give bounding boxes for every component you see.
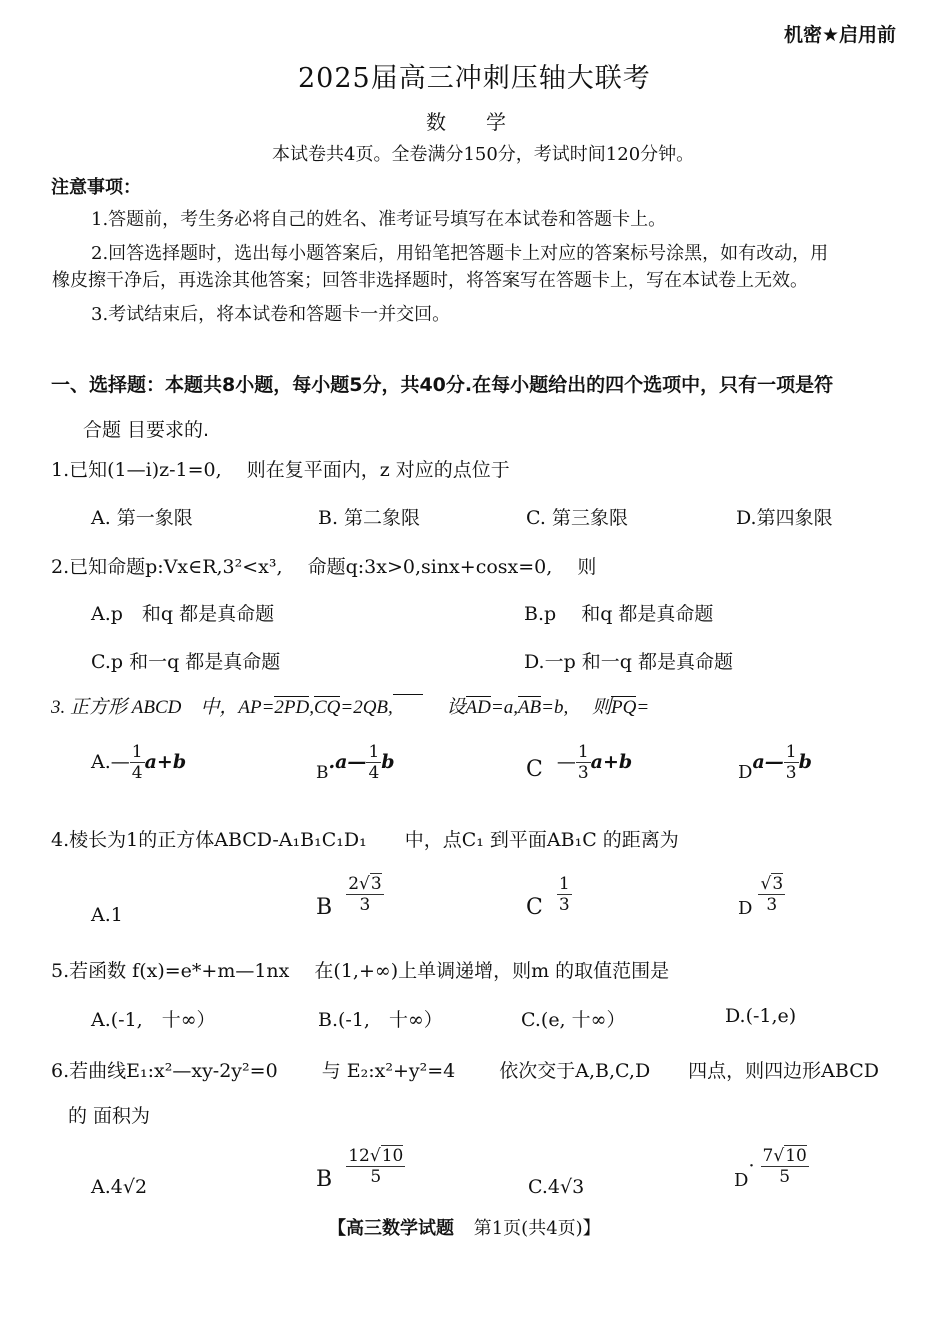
- fraction: [130, 744, 145, 782]
- radicand: 3: [772, 874, 784, 894]
- notice-item-2-line-2: 橡皮擦干净后，再选涂其他答案；回答非选择题时，将答案写在答题卡上，写在本试卷上无效。: [52, 270, 808, 291]
- q4-option-b: [316, 874, 384, 920]
- radicand: 3: [370, 874, 382, 894]
- q2-option-b: B.p 和q 都是真命题: [524, 603, 714, 625]
- option-label: B: [316, 763, 329, 783]
- vector-2pd: 2PD: [274, 697, 310, 718]
- q6-option-a: A.4√2: [91, 1176, 148, 1198]
- option-tail: a+b: [144, 751, 187, 773]
- q3-sep: ,: [309, 697, 314, 718]
- fraction-denominator: 4: [368, 763, 380, 783]
- radicand: 10: [785, 1146, 807, 1166]
- fraction-numerator: 1: [577, 742, 589, 762]
- option-label: D: [734, 1170, 749, 1191]
- q4-option-c: [526, 874, 572, 920]
- confidential-mark: 机密★启用前: [784, 24, 897, 46]
- vector-ab: AB: [517, 697, 542, 718]
- option-pre: .a—: [328, 751, 367, 773]
- q6-option-b: [316, 1146, 405, 1192]
- option-tail: b: [381, 751, 395, 773]
- fraction-denominator: 3: [359, 895, 371, 915]
- option-label: C: [526, 757, 543, 782]
- fraction-numerator: 1: [558, 874, 570, 894]
- exam-info: 本试卷共4页。全卷满分150分，考试时间120分钟。: [272, 144, 695, 165]
- fraction-denominator: 5: [370, 1167, 382, 1187]
- q4-stem: 4.棱长为1的正方体ABCD-A₁B₁C₁D₁ 中，点C₁ 到平面AB₁C 的距离为: [51, 829, 679, 851]
- fraction: [366, 744, 381, 782]
- q5-option-c: C.(e, 十∞）: [521, 1009, 626, 1031]
- fraction-denominator: 5: [779, 1167, 791, 1187]
- section-heading-line-1: 一、选择题：本题共8小题，每小题5分，共40分.在每小题给出的四个选项中，只有一项是符: [51, 374, 834, 396]
- q1-stem: 1.已知(1—i)z-1=0, 则在复平面内，z 对应的点位于: [51, 459, 510, 481]
- fraction: $\frac{7√10}{5}$: [762, 1146, 807, 1187]
- vector-pq: PQ: [611, 697, 637, 718]
- q2-stem: 2.已知命题p:Vx∈R,3²<x³, 命题q:3x>0,sinx+cosx=0, 则: [51, 556, 597, 578]
- fraction-denominator: 4: [131, 763, 143, 783]
- fraction-denominator: 3: [577, 763, 589, 783]
- footer-title: 【高三数学试题: [328, 1218, 454, 1239]
- q2-option-a: A.p 和q 都是真命题: [91, 603, 275, 625]
- fraction-denominator: 3: [766, 895, 778, 915]
- q3-option-b: [316, 744, 395, 782]
- option-label: D: [738, 898, 753, 919]
- q3-option-d: [738, 744, 812, 782]
- notice-item-2-line-1: 2.回答选择题时，选出每小题答案后，用铅笔把答题卡上对应的答案标号涂黑，如有改动，用: [91, 243, 829, 264]
- fraction-numerator: 1: [785, 742, 797, 762]
- q3-ab-eq: =b, 则: [541, 697, 611, 718]
- q5-option-a: A.(-1, 十∞）: [91, 1009, 216, 1031]
- fraction-coefficient: 12: [348, 1146, 370, 1166]
- q1-option-b: B. 第二象限: [318, 507, 421, 529]
- radicand: 10: [381, 1146, 404, 1166]
- option-tail: b: [798, 751, 812, 773]
- notice-heading: 注意事项：: [51, 177, 141, 198]
- fraction-numerator: 1: [368, 742, 380, 762]
- fraction-coefficient: 7: [762, 1146, 774, 1166]
- fraction: [576, 744, 591, 782]
- fraction: [784, 744, 799, 782]
- q5-stem: 5.若函数 f(x)=e*+m—1nx 在(1,+∞)上单调递增，则m 的取值范围是: [51, 960, 670, 982]
- q5-option-d: D.(-1,e): [725, 1005, 797, 1027]
- q2-option-c: C.p 和一q 都是真命题: [91, 651, 281, 673]
- vector-cq: CQ: [313, 697, 341, 718]
- vector-bar: [393, 694, 423, 695]
- notice-item-1: 1.答题前，考生务必将自己的姓名、准考证号填写在本试卷和答题卡上。: [91, 209, 667, 230]
- section-heading-line-2: 合题 目要求的.: [83, 419, 210, 441]
- fraction-coefficient: 2: [348, 874, 360, 894]
- q5-option-b: B.(-1, 十∞）: [318, 1009, 443, 1031]
- q3-cq-eq: =2QB,: [340, 697, 393, 718]
- option-label: A.—: [91, 751, 130, 773]
- q3-ad-eq: =a,: [490, 697, 518, 718]
- option-label: B: [316, 895, 333, 920]
- fraction: [557, 876, 572, 914]
- option-label: D: [738, 762, 753, 783]
- q3-tail: =: [636, 697, 650, 718]
- q4-option-a: A.1: [91, 904, 123, 926]
- q3-stem-prefix: 3. 正方形 ABCD 中，AP=: [51, 697, 275, 718]
- q2-option-d: D.一p 和一q 都是真命题: [524, 651, 734, 673]
- footer-page-number: 第1页(共4页)】: [473, 1218, 601, 1239]
- option-label: C: [526, 895, 543, 920]
- option-label: B: [316, 1167, 333, 1192]
- q1-option-d: D.第四象限: [736, 507, 833, 529]
- option-pre: a—: [752, 751, 784, 773]
- exam-title: 2025届高三冲刺压轴大联考: [298, 63, 651, 94]
- option-dot: ·: [748, 1155, 755, 1177]
- q4-option-d: [738, 874, 785, 919]
- fraction-numerator: 1: [131, 742, 143, 762]
- page-footer: [328, 1214, 601, 1240]
- notice-item-3: 3.考试结束后，将本试卷和答题卡一并交回。: [91, 304, 451, 325]
- q6-option-d: [734, 1146, 809, 1191]
- fraction: $\frac{√3}{3}$: [760, 874, 784, 915]
- option-tail: a+b: [590, 751, 633, 773]
- q1-option-c: C. 第三象限: [526, 507, 628, 529]
- fraction: $\frac{12√10}{5}$: [348, 1146, 404, 1187]
- q1-option-a: A. 第一象限: [91, 507, 193, 529]
- vector-ad: AD: [465, 697, 491, 718]
- q3-option-c: [526, 744, 632, 782]
- option-pre: —: [556, 751, 576, 773]
- q3-set: 设: [422, 697, 466, 718]
- q3-option-a: [91, 744, 186, 782]
- fraction-denominator: 3: [558, 895, 570, 915]
- q6-option-c: C.4√3: [528, 1176, 585, 1198]
- fraction-denominator: 3: [785, 763, 797, 783]
- q6-stem-line-1: 6.若曲线E₁:x²—xy-2y²=0 与 E₂:x²+y²=4 依次交于A,B,C,D 四点，则四边形ABCD: [51, 1060, 879, 1082]
- q6-stem-line-2: 的 面积为: [68, 1105, 151, 1127]
- subject-title: 数 学: [426, 110, 506, 134]
- q3-stem: [51, 692, 649, 719]
- fraction: $\frac{2√3}{3}$: [348, 874, 382, 915]
